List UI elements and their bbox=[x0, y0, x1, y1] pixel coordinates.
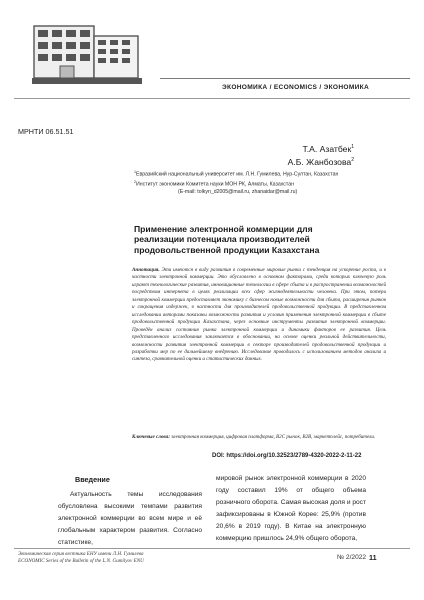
author-2: А.Б. Жанбозова$^2$ bbox=[287, 156, 354, 167]
footer-issue: № 2/2022 bbox=[337, 554, 367, 561]
paper-title: Применение электронной коммерции для реализации потенциала производителей продовольственной продукции Казахстана bbox=[134, 224, 320, 255]
affiliation-1: $^1$Евразийский национальный университет им. Л.Н. Гумилева, Нур-Султан, Казахстан bbox=[134, 170, 339, 178]
footer-journal-ru: Экономическая серия вестника ЕНУ имени Л.Н. Гумилева bbox=[18, 551, 144, 557]
university-building-icon bbox=[30, 16, 148, 92]
affiliation-2: $^2$Институт экономики Комитета науки МОН РК, Алматы, Казахстан bbox=[134, 180, 294, 188]
doi-link[interactable]: DOI: https://doi.org/10.32523/2789-4320-2022-2-11-22 bbox=[212, 453, 362, 459]
abstract bbox=[132, 267, 386, 364]
header-rule-bottom bbox=[14, 98, 410, 99]
section-label: ЭКОНОМИКА / ECONOMICS / ЭКОНОМИКА bbox=[222, 84, 370, 91]
keywords-text: электронная коммерция, цифровая платформа, B2C рынок, B2B, маркетплейс, потребители. bbox=[171, 434, 376, 440]
header-rule-top bbox=[160, 78, 410, 79]
keywords-label: Ключевые слова: bbox=[132, 434, 170, 440]
abstract-label: Аннотация. bbox=[132, 267, 160, 273]
author-1: Т.А. Азатбек$^1$ bbox=[302, 143, 354, 154]
footer-rule bbox=[14, 548, 410, 549]
affiliations bbox=[134, 169, 379, 196]
footer-journal bbox=[18, 551, 218, 564]
udc-code: МРНТИ 06.51.51 bbox=[18, 127, 74, 136]
authors-block bbox=[288, 142, 354, 168]
affiliation-email: (E-mail: tolkyn_d2005@mail.ru, zhanaidar@mail.ru) bbox=[178, 189, 298, 196]
page-number: 11 bbox=[369, 553, 377, 562]
keywords bbox=[132, 434, 386, 441]
section-heading-introduction: Введение bbox=[75, 475, 110, 484]
footer-journal-en: ECONOMIC Series of the Bulletin of the L.N. Gumilyov ENU bbox=[18, 557, 144, 564]
abstract-text: Эти имеются в виду развития в современные мировые рынки с тенденция на ускорение роста, и в частности электронной коммерции. Это обусловлено в основном факторами, среди которых ключевую роль играют технологические развития, инновационные технологии в сфере сбыта и в распространении возможностей посредством интернета в целях реализации всех сфер жизнедеятельности человека. При этом, потери электронной коммерции предоставляет экономику с бизнесом новые возможности для сбыта, расширения рынков и сокращения издержек, в частности для производителей продовольственной продукции. В представленном исследовании авторами показаны возможности развития и условия применения электронной коммерции в сбыте продовольственной продукции Казахстана, через основные инструменты развития электронной коммерции. Проведён анализ состояния рынка электронной коммерции и динамики факторов ее развития. Цель представленного исследования заключается в обосновании, на основе оценки реальной действительности, возможности развития электронной коммерции в секторе производителей продовольственной продукции и разработки мер по ее дальнейшему внедрению. Исследование проводилось с использованием методов анализа и синтеза, сравнительной оценки и статистических данных. bbox=[132, 267, 386, 363]
body-column-right: мировой рынок электронной коммерции в 2020 году составил 19% от общего объема розничного оборота. Самая высокая доля и рост зафиксированы в Южной Корее: 25,9% (против 20,6% в 2019 году). В Китае на электронную коммерцию пришлось 24,9% общего оборота, bbox=[216, 475, 366, 542]
body-column-left: Актуальность темы исследования обусловлена высокими темпами развития электронной коммерции во всем мире и её глобальным характером развития. Согласно статистике, bbox=[58, 491, 202, 546]
